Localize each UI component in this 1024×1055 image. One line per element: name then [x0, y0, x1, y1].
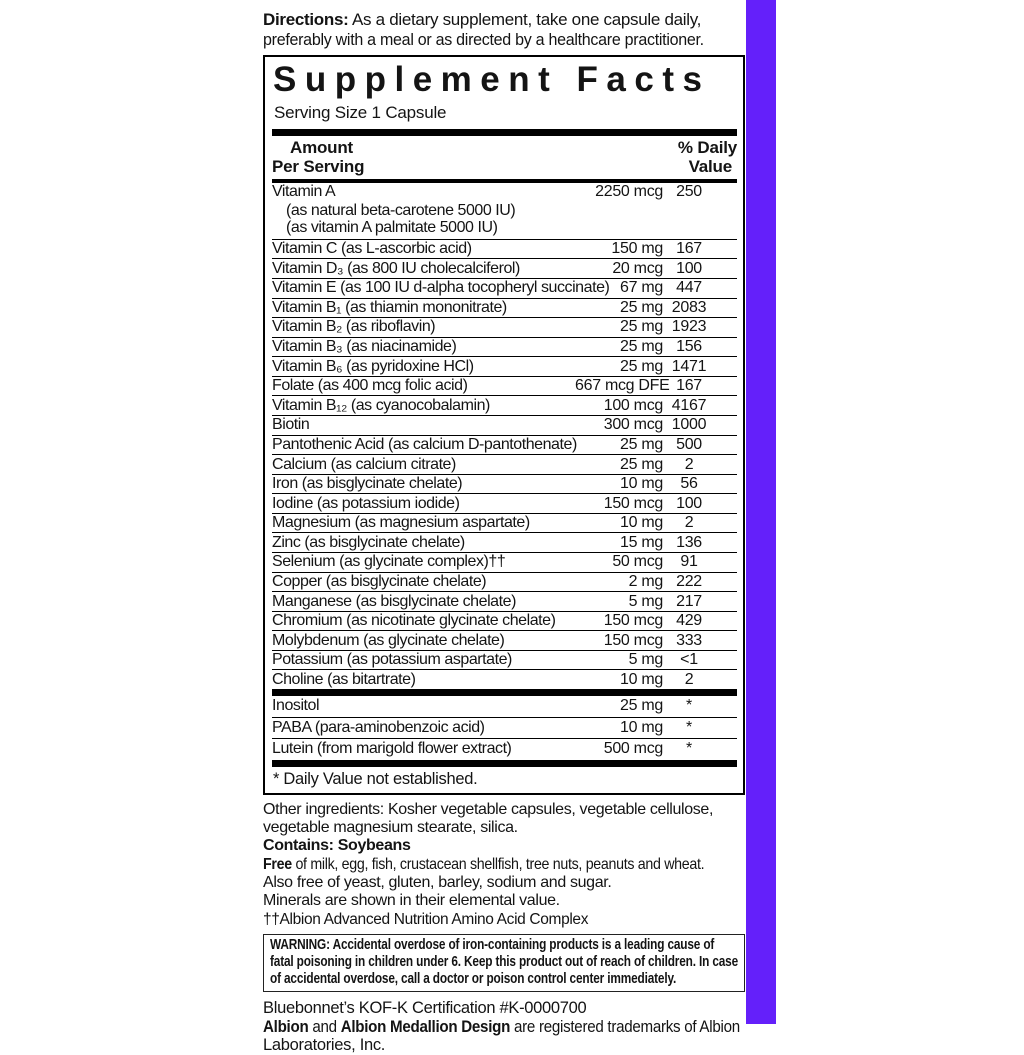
- nutrient-name: PABA (para-aminobenzoic acid): [272, 718, 485, 736]
- table-row-vitamin-a: [272, 183, 737, 239]
- nutrient-dv: 167: [676, 240, 702, 258]
- nutrient-name: Vitamin D₃ (as 800 IU cholecalciferol): [272, 259, 520, 277]
- nutrient-amount: 2 mg: [628, 572, 663, 590]
- directions-line-2: preferably with a meal or as directed by a healthcare practitioner.: [263, 30, 704, 49]
- daily-value-footnote: * Daily Value not established.: [273, 769, 478, 788]
- nutrient-amount: 500 mcg: [603, 740, 663, 758]
- vitamin-a-source-1: (as natural beta-carotene 5000 IU): [286, 201, 516, 219]
- nutrient-name: Calcium (as calcium citrate): [272, 455, 456, 473]
- nutrient-name: Magnesium (as magnesium aspartate): [272, 514, 530, 532]
- nutrient-dv: *: [686, 718, 692, 736]
- nutrient-dv: 100: [676, 494, 702, 512]
- table-row: [272, 552, 737, 572]
- directions-text-1: As a dietary supplement, take one capsule daily,: [348, 10, 702, 29]
- nutrient-dv: 2: [684, 670, 694, 688]
- divider-thick-bottom: [272, 760, 737, 767]
- panel-title: Supplement Facts: [273, 60, 711, 99]
- nutrient-name: Manganese (as bisglycinate chelate): [272, 592, 516, 610]
- purple-accent-bar: [746, 0, 776, 1024]
- albion-complex-note: ††Albion Advanced Nutrition Amino Acid Complex: [263, 910, 589, 928]
- table-row: [272, 239, 737, 259]
- directions-line-1: [263, 10, 745, 30]
- warning-label: WARNING:: [270, 936, 330, 953]
- nutrient-dv: 136: [676, 533, 702, 551]
- vitamin-a-source-2: (as vitamin A palmitate 5000 IU): [286, 219, 498, 237]
- nutrient-amount: 10 mg: [620, 670, 663, 688]
- nutrient-name: Vitamin B₂ (as riboflavin): [272, 318, 436, 336]
- table-row: [272, 493, 737, 513]
- nutrient-amount: 5 mg: [628, 651, 663, 669]
- table-row: [272, 317, 737, 337]
- nutrient-name: Potassium (as potassium aspartate): [272, 651, 512, 669]
- nutrient-dv: 222: [676, 572, 702, 590]
- nutrient-name: Choline (as bitartrate): [272, 670, 416, 688]
- nutrient-name: Iron (as bisglycinate chelate): [272, 475, 463, 493]
- table-header: [272, 136, 737, 179]
- table-row: [272, 572, 737, 592]
- table-row: [272, 738, 737, 760]
- nutrient-amount: 50 mcg: [612, 553, 663, 571]
- divider-thick-top: [272, 129, 737, 136]
- serving-size: Serving Size 1 Capsule: [274, 102, 447, 122]
- nutrient-amount: 150 mcg: [603, 612, 663, 630]
- nutrient-name: Vitamin A: [272, 183, 336, 201]
- table-row: [272, 696, 737, 717]
- nutrient-amount: 150 mg: [611, 240, 663, 258]
- nutrient-dv: 100: [676, 259, 702, 277]
- nutrient-name: Inositol: [272, 697, 320, 715]
- nutrient-dv: 4167: [671, 396, 707, 414]
- contains-statement: Contains: Soybeans: [263, 837, 411, 855]
- nutrient-amount: 2250 mcg: [595, 183, 663, 201]
- iron-warning-text: WARNING: Accidental overdose of iron-containing products is a leading cause of fatal poisoning in children under 6. Keep this product out of reach of children. In case of accidental overdose, call a doctor or poison control center immediately.: [270, 936, 739, 987]
- table-row: [272, 630, 737, 650]
- nutrient-amount: 150 mcg: [603, 631, 663, 649]
- nutrient-name: Vitamin E (as 100 IU d-alpha tocopheryl succinate): [272, 279, 610, 297]
- footer: [263, 999, 745, 1055]
- header-percent-daily-value: % Daily Value: [677, 137, 737, 176]
- table-row: [272, 415, 737, 435]
- nutrient-dv: 2: [684, 514, 694, 532]
- nutrient-name: Biotin: [272, 416, 310, 434]
- table-row: [272, 337, 737, 357]
- nutrient-amount: 25 mg: [620, 338, 663, 356]
- header-amount-per-serving: Amount Per Serving: [272, 137, 365, 176]
- nutrient-name: Zinc (as bisglycinate chelate): [272, 533, 465, 551]
- nutrient-dv: 167: [676, 377, 702, 395]
- iron-warning-box: [263, 934, 745, 992]
- nutrient-name: Vitamin C (as L-ascorbic acid): [272, 240, 472, 258]
- nutrient-dv: 91: [680, 553, 698, 571]
- directions-label: Directions:: [263, 10, 349, 29]
- nutrient-amount: 20 mcg: [612, 259, 663, 277]
- minerals-note: Minerals are shown in their elemental value.: [263, 892, 560, 910]
- table-row: [272, 717, 737, 739]
- trademark-line-1: Albion and Albion Medallion Design are registered trademarks of Albion: [263, 1017, 740, 1036]
- nutrient-amount: 25 mg: [620, 298, 663, 316]
- nutrient-name: Chromium (as nicotinate glycinate chelate): [272, 612, 556, 630]
- table-row: [272, 395, 737, 415]
- table-row: [272, 376, 737, 396]
- nutrient-amount: 10 mg: [620, 475, 663, 493]
- nutrient-dv: 333: [676, 631, 702, 649]
- table-row: [272, 532, 737, 552]
- nutrient-amount: 100 mcg: [603, 396, 663, 414]
- nutrient-amount: 15 mg: [620, 533, 663, 551]
- non-dv-rows: [272, 696, 737, 760]
- nutrient-name: Selenium (as glycinate complex)††: [272, 553, 506, 571]
- table-row: [272, 454, 737, 474]
- table-row: [272, 591, 737, 611]
- nutrient-amount: 25 mg: [620, 318, 663, 336]
- nutrient-name: Vitamin B₆ (as pyridoxine HCl): [272, 357, 474, 375]
- nutrient-amount: 5 mg: [628, 592, 663, 610]
- also-free-statement: Also free of yeast, gluten, barley, sodium and sugar.: [263, 873, 612, 891]
- nutrient-dv: 2083: [671, 298, 707, 316]
- other-ingredients-line-1: Other ingredients: Kosher vegetable capsules, vegetable cellulose,: [263, 800, 714, 818]
- nutrient-dv: 1923: [671, 318, 707, 336]
- nutrient-name: Vitamin B₁ (as thiamin mononitrate): [272, 298, 507, 316]
- nutrient-amount: 25 mg: [620, 455, 663, 473]
- table-row: [272, 611, 737, 631]
- nutrient-amount: 10 mg: [620, 514, 663, 532]
- nutrient-name: Vitamin B₁₂ (as cyanocobalamin): [272, 396, 490, 414]
- nutrient-name: Copper (as bisglycinate chelate): [272, 572, 487, 590]
- nutrient-dv: 500: [676, 435, 702, 453]
- nutrient-name: Molybdenum (as glycinate chelate): [272, 631, 505, 649]
- table-row: [272, 650, 737, 670]
- nutrient-dv: 156: [676, 338, 702, 356]
- nutrient-rows: [272, 239, 737, 689]
- nutrient-dv: 217: [676, 592, 702, 610]
- table-row: [272, 356, 737, 376]
- nutrient-name: Lutein (from marigold flower extract): [272, 740, 512, 758]
- other-ingredients-line-2: vegetable magnesium stearate, silica.: [263, 819, 518, 837]
- nutrient-amount: 667 mcg DFE: [575, 377, 670, 395]
- table-row: [272, 513, 737, 533]
- nutrient-dv: *: [686, 697, 692, 715]
- nutrient-amount: 25 mg: [620, 435, 663, 453]
- nutrient-dv: 1000: [671, 416, 707, 434]
- nutrient-name: Pantothenic Acid (as calcium D-pantothenate): [272, 435, 577, 453]
- nutrient-dv: *: [686, 740, 692, 758]
- nutrient-amount: 10 mg: [620, 718, 663, 736]
- kof-k-certification: Bluebonnet’s KOF-K Certification #K-0000700: [263, 998, 587, 1017]
- divider-thick-middle: [272, 689, 737, 696]
- label-content: [263, 10, 745, 1055]
- nutrient-dv: 1471: [671, 357, 707, 375]
- table-row: [272, 278, 737, 298]
- nutrient-amount: 25 mg: [620, 357, 663, 375]
- nutrient-amount: 67 mg: [620, 279, 663, 297]
- trademark-line-2: Laboratories, Inc.: [263, 1036, 386, 1055]
- nutrient-dv: 447: [676, 279, 702, 297]
- table-row: [272, 258, 737, 278]
- nutrient-dv: 429: [676, 612, 702, 630]
- nutrient-amount: 25 mg: [620, 697, 663, 715]
- ingredient-notes: [263, 801, 745, 929]
- nutrient-amount: 300 mcg: [603, 416, 663, 434]
- table-row: [272, 435, 737, 455]
- nutrient-dv: 56: [680, 475, 698, 493]
- allergen-free-statement: Free of milk, egg, fish, crustacean shellfish, tree nuts, peanuts and wheat.: [263, 855, 705, 873]
- nutrient-name: Iodine (as potassium iodide): [272, 494, 460, 512]
- directions: [263, 10, 745, 50]
- table-row: [272, 298, 737, 318]
- supplement-facts-panel: [263, 55, 745, 795]
- nutrient-dv: <1: [680, 651, 698, 669]
- nutrient-dv: 2: [684, 455, 694, 473]
- table-row: [272, 669, 737, 689]
- nutrient-amount: 150 mcg: [603, 494, 663, 512]
- nutrient-name: Folate (as 400 mcg folic acid): [272, 377, 468, 395]
- table-row: [272, 474, 737, 494]
- nutrient-dv: 250: [676, 183, 702, 201]
- nutrient-name: Vitamin B₃ (as niacinamide): [272, 338, 457, 356]
